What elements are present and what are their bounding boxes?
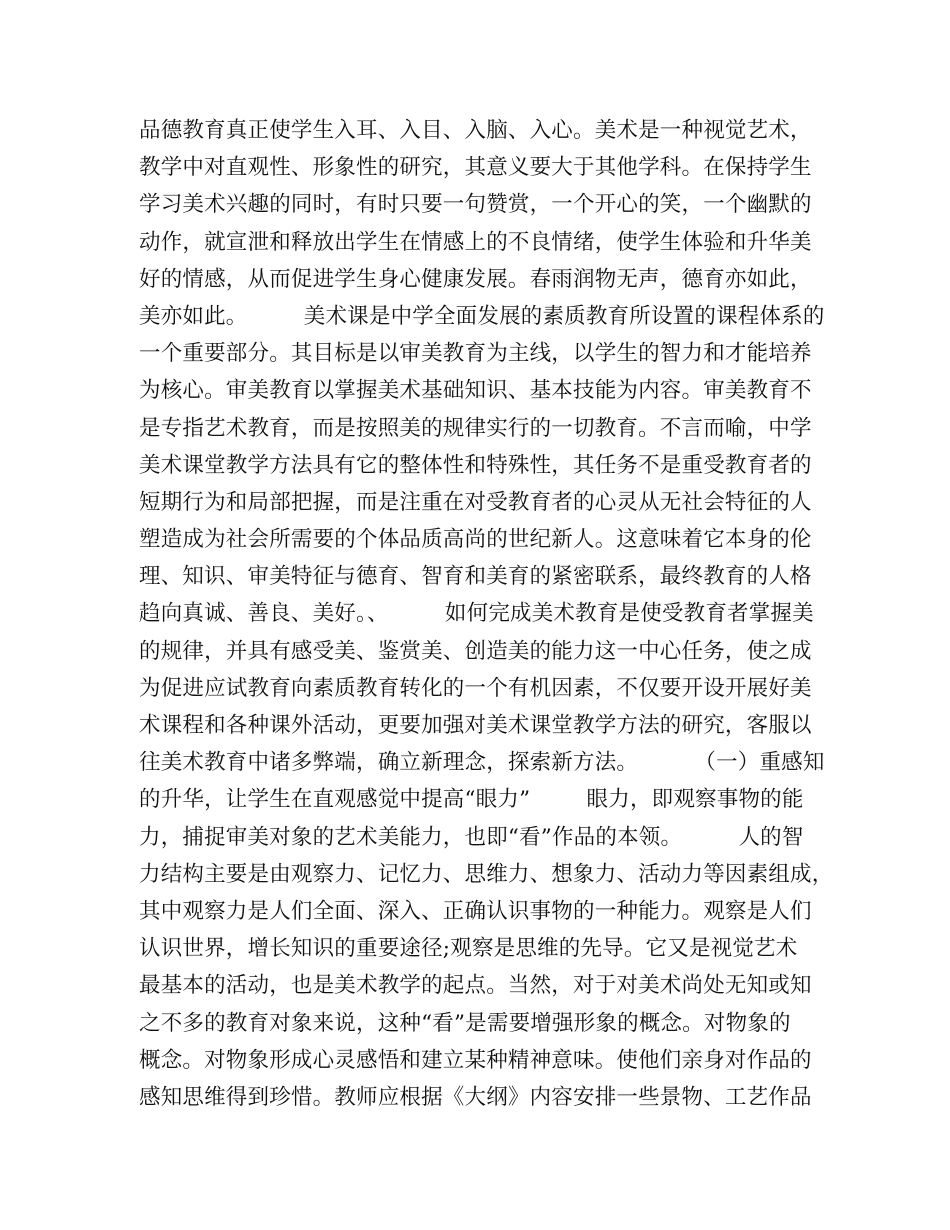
text-line: 动作，就宣泄和释放出学生在情感上的不良情绪，使学生体验和升华美 bbox=[139, 229, 812, 255]
text-line: 往美术教育中诸多弊端，确立新理念，探索新方法。 （一）重感知 bbox=[139, 750, 825, 776]
text-line: 的升华，让学生在直观感觉中提高“眼力” 眼力，即观察事物的能 bbox=[139, 787, 804, 813]
body-text bbox=[139, 112, 834, 1116]
text-line: 理、知识、审美特征与德育、智育和美育的紧密联系，最终教育的人格 bbox=[139, 564, 812, 590]
text-line: 塑造成为社会所需要的个体品质高尚的世纪新人。这意味着它本身的伦 bbox=[139, 527, 812, 553]
text-line: 好的情感，从而促进学生身心健康发展。春雨润物无声，德育亦如此， bbox=[139, 266, 812, 292]
text-line: 术课程和各种课外活动，更要加强对美术课堂教学方法的研究，客服以 bbox=[139, 713, 812, 738]
text-line: 认识世界，增长知识的重要途径;观察是思维的先导。它又是视觉艺术 bbox=[139, 936, 798, 962]
text-line: 短期行为和局部把握，而是注重在对受教育者的心灵从无社会特征的人 bbox=[139, 489, 812, 515]
text-line: 学习美术兴趣的同时，有时只要一句赞赏，一个开心的笑，一个幽默的 bbox=[139, 192, 812, 218]
text-line: 为促进应试教育向素质教育转化的一个有机因素，不仅要开设开展好美 bbox=[139, 675, 812, 701]
text-line: 为核心。审美教育以掌握美术基础知识、基本技能为内容。审美教育不 bbox=[139, 378, 812, 404]
text-line: 的规律，并具有感受美、鉴赏美、创造美的能力这一中心任务，使之成 bbox=[139, 638, 812, 664]
text-line: 是专指艺术教育，而是按照美的规律实行的一切教育。不言而喻，中学 bbox=[139, 415, 812, 441]
text-line: 教学中对直观性、形象性的研究，其意义要大于其他学科。在保持学生 bbox=[139, 155, 812, 181]
text-line: 趋向真诚、善良、美好。、 如何完成美术教育是使受教育者掌握美 bbox=[139, 601, 814, 627]
text-line: 力，捕捉审美对象的艺术美能力，也即“看”作品的本领。 人的智 bbox=[139, 824, 804, 850]
text-line: 其中观察力是人们全面、深入、正确认识事物的一种能力。观察是人们 bbox=[139, 898, 812, 924]
text-line: 美亦如此。 美术课是中学全面发展的素质教育所设置的课程体系的 bbox=[139, 303, 825, 329]
text-line: 之不多的教育对象来说，这种“看”是需要增强形象的概念。对物象的 bbox=[139, 1010, 791, 1036]
text-line: 美术课堂教学方法具有它的整体性和特殊性，其任务不是重受教育者的 bbox=[139, 452, 812, 478]
text-line: 一个重要部分。其目标是以审美教育为主线，以学生的智力和才能培养 bbox=[139, 341, 812, 367]
text-line: 概念。对物象形成心灵感悟和建立某种精神意味。使他们亲身对作品的 bbox=[139, 1047, 812, 1073]
text-line: 品德教育真正使学生入耳、入目、入脑、入心。美术是一种视觉艺术， bbox=[139, 118, 812, 143]
text-line: 感知思维得到珍惜。教师应根据《大纲》内容安排一些景物、工艺作品 bbox=[139, 1084, 812, 1110]
text-line: 最基本的活动，也是美术教学的起点。当然，对于对美术尚处无知或知 bbox=[139, 973, 812, 999]
text-line: 力结构主要是由观察力、记忆力、思维力、想象力、活动力等因素组成， bbox=[139, 861, 834, 887]
